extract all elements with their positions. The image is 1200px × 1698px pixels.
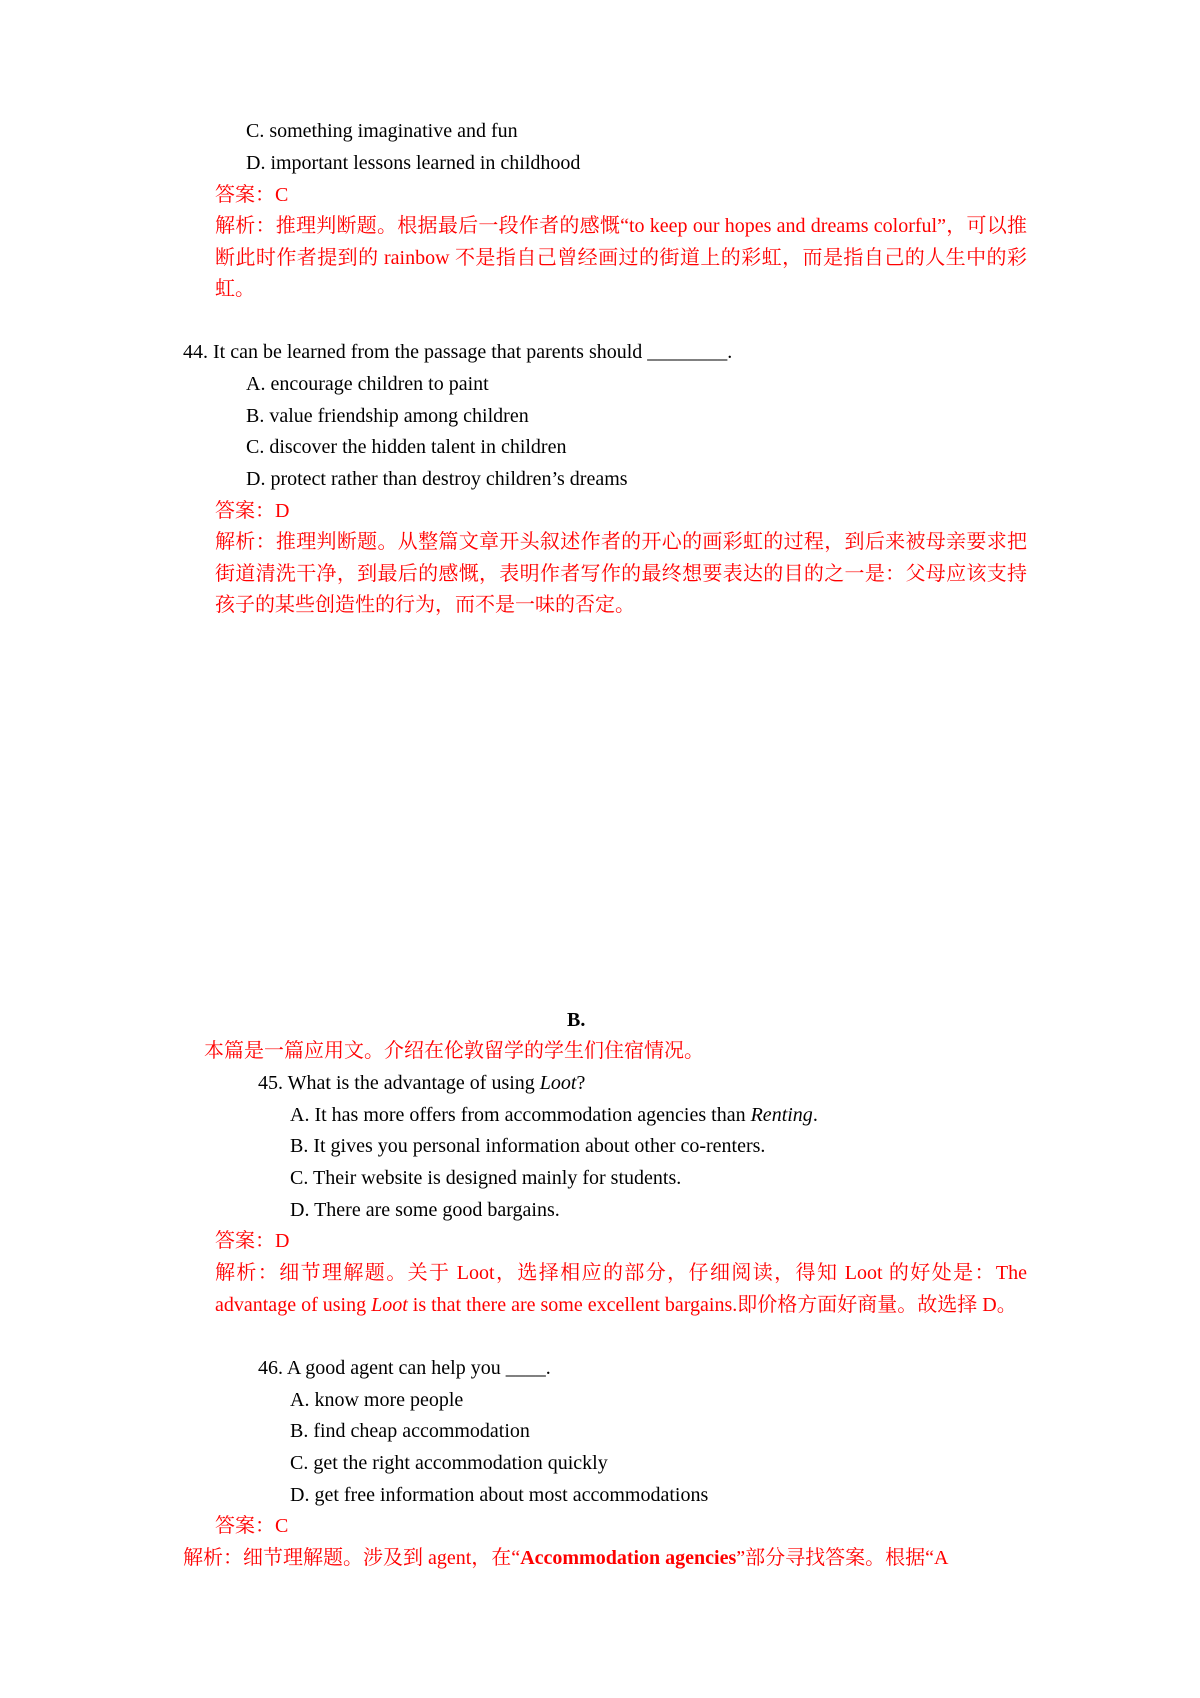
q46-option-b: B. find cheap accommodation [290, 1420, 530, 1442]
q44-question: 44. It can be learned from the passage that parents should ________. [183, 341, 733, 363]
q43-option-c: C. something imaginative and fun [246, 120, 518, 142]
q44-option-d: D. protect rather than destroy children’s dreams [246, 468, 628, 490]
q45-option-b: B. It gives you personal information about other co-renters. [290, 1135, 766, 1157]
q44-option-c: C. discover the hidden talent in children [246, 436, 567, 458]
q45-option-c: C. Their website is designed mainly for students. [290, 1167, 682, 1189]
q45-answer: 答案：D [215, 1230, 290, 1252]
q46-analysis: 解析：细节理解题。涉及到 agent，在“Accommodation agencies”部分寻找答案。根据“A [183, 1547, 949, 1569]
q43-option-d: D. important lessons learned in childhood [246, 152, 581, 174]
q44-analysis: 解析：推理判断题。从整篇文章开头叙述作者的开心的画彩虹的过程，到后来被母亲要求把街道清洗干净，到最后的感慨，表明作者写作的最终想要表达的目的之一是：父母应该支持孩子的某些创造性的行为，而不是一味的否定。 [215, 531, 1027, 617]
section-b-label: B. [567, 1009, 586, 1031]
q45-option-d: D. There are some good bargains. [290, 1199, 560, 1221]
q46-option-d: D. get free information about most accommodations [290, 1484, 709, 1506]
q44-option-b: B. value friendship among children [246, 405, 529, 427]
q46-option-c: C. get the right accommodation quickly [290, 1452, 608, 1474]
section-b-intro: 本篇是一篇应用文。介绍在伦敦留学的学生们住宿情况。 [204, 1040, 704, 1062]
q46-answer: 答案：C [215, 1515, 289, 1537]
q45-question: 45. What is the advantage of using Loot? [258, 1072, 586, 1094]
q46-question: 46. A good agent can help you ____. [258, 1357, 551, 1379]
q44-option-a: A. encourage children to paint [246, 373, 489, 395]
q46-option-a: A. know more people [290, 1389, 464, 1411]
q45-analysis: 解析：细节理解题。关于 Loot，选择相应的部分，仔细阅读，得知 Loot 的好处是：The advantage of using Loot is that there are some excellent bargains.即价格方面好商量。故选择 D。 [215, 1262, 1027, 1316]
q45-option-a: A. It has more offers from accommodation agencies than Renting. [290, 1104, 818, 1126]
q43-analysis: 解析：推理判断题。根据最后一段作者的感慨“to keep our hopes and dreams colorful”，可以推断此时作者提到的 rainbow 不是指自己曾经画过的街道上的彩虹，而是指自己的人生中的彩虹。 [215, 215, 1027, 301]
q44-answer: 答案：D [215, 500, 290, 522]
q43-answer: 答案：C [215, 184, 289, 206]
